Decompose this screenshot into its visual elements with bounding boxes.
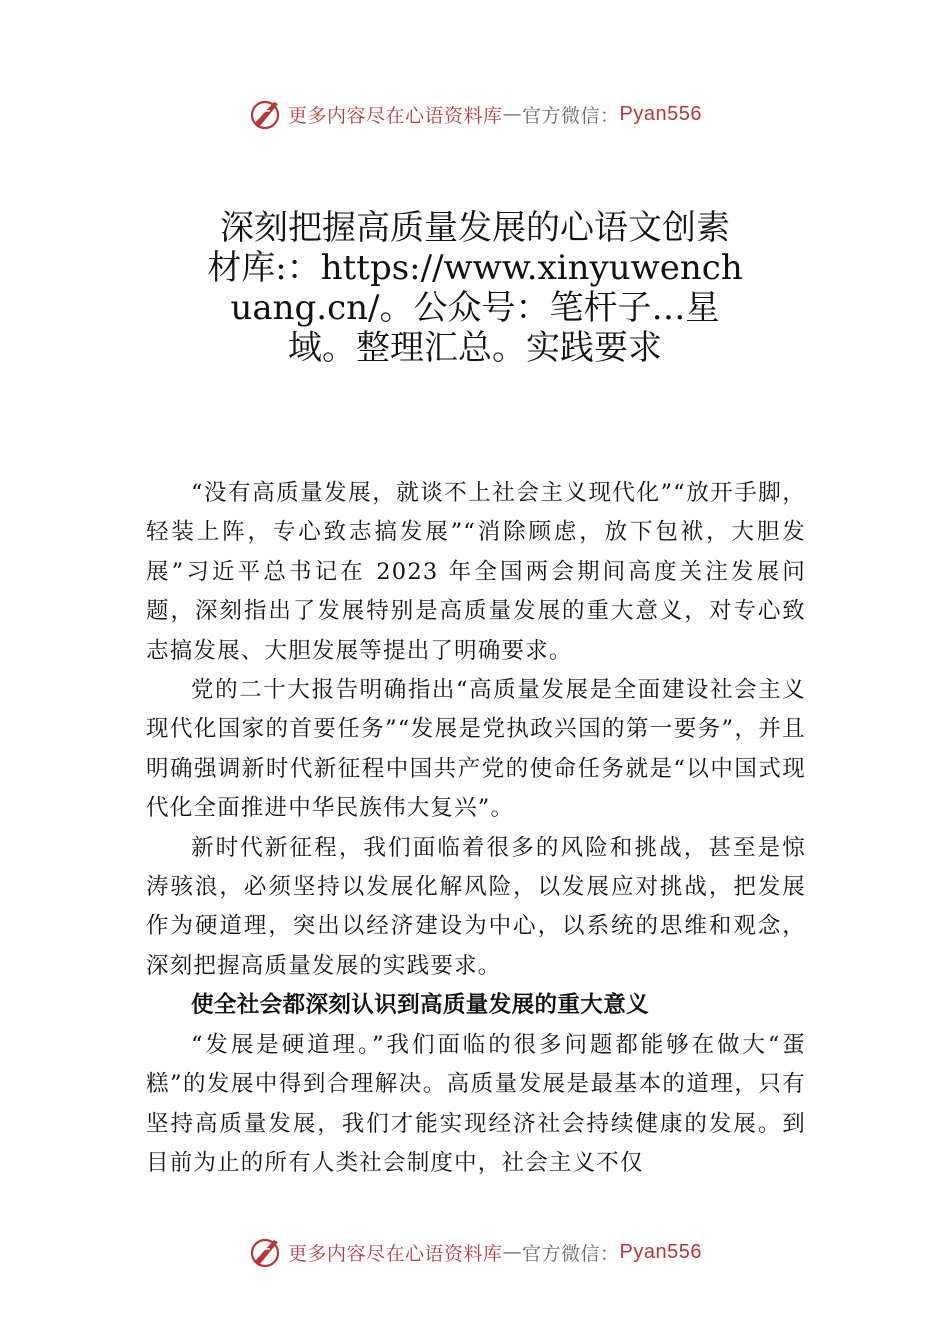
quill-pen-logo-icon	[248, 96, 284, 132]
watermark-dash: —	[502, 1241, 523, 1263]
body-paragraph: “发展是硬道理。”我们面临的很多问题都能够在做大“蛋糕”的发展中得到合理解决。高质量发展是最基本的道理，只有坚持高质量发展，我们才能实现经济社会持续健康的发展。到目前为止的所有人类社会制度中，社会主义不仅	[146, 1031, 806, 1176]
watermark-lead-text: 更多内容尽在心语资料库	[288, 104, 503, 127]
watermark-dash: —	[502, 103, 523, 125]
watermark-wechat-label: 官方微信：	[522, 1242, 620, 1265]
body-paragraph: 党的二十大报告明确指出“高质量发展是全面建设社会主义现代化国家的首要任务”“发展是党执政兴国的第一要务”，并且明确强调新时代新征程中国共产党的使命任务就是“以中国式现代化全面推进中华民族伟大复兴”。	[146, 677, 806, 822]
document-title: 深刻把握高质量发展的心语文创素材库:：https://www.xinyuwenchuang.cn/。公众号：笔杆子…星域。整理汇总。实践要求	[207, 208, 743, 368]
quill-pen-logo-icon	[248, 1234, 284, 1270]
watermark-lead-text: 更多内容尽在心语资料库	[288, 1242, 503, 1265]
body-paragraph: 新时代新征程，我们面临着很多的风险和挑战，甚至是惊涛骇浪，必须坚持以发展化解风险，以发展应对挑战，把发展作为硬道理，突出以经济建设为中心，以系统的思维和观念，深刻把握高质量发展的实践要求。	[146, 834, 806, 979]
header-watermark	[0, 94, 950, 134]
footer-watermark	[0, 1232, 950, 1272]
body-paragraph: “没有高质量发展，就谈不上社会主义现代化”“放开手脚，轻装上阵，专心致志搞发展”“消除顾虑，放下包袱，大胆发展”习近平总书记在 2023 年全国两会期间高度关注发展问题，深刻指出了发展特别是高质量发展的重大意义，对专心致志搞发展、大胆发展等提出了明确要求。	[146, 480, 806, 664]
document-body	[146, 474, 806, 1183]
watermark-account: Pyan556	[619, 1240, 702, 1263]
section-heading: 使全社会都深刻认识到高质量发展的重大意义	[191, 992, 650, 1019]
watermark-wechat-label: 官方微信：	[522, 104, 620, 127]
watermark-account: Pyan556	[619, 102, 702, 125]
